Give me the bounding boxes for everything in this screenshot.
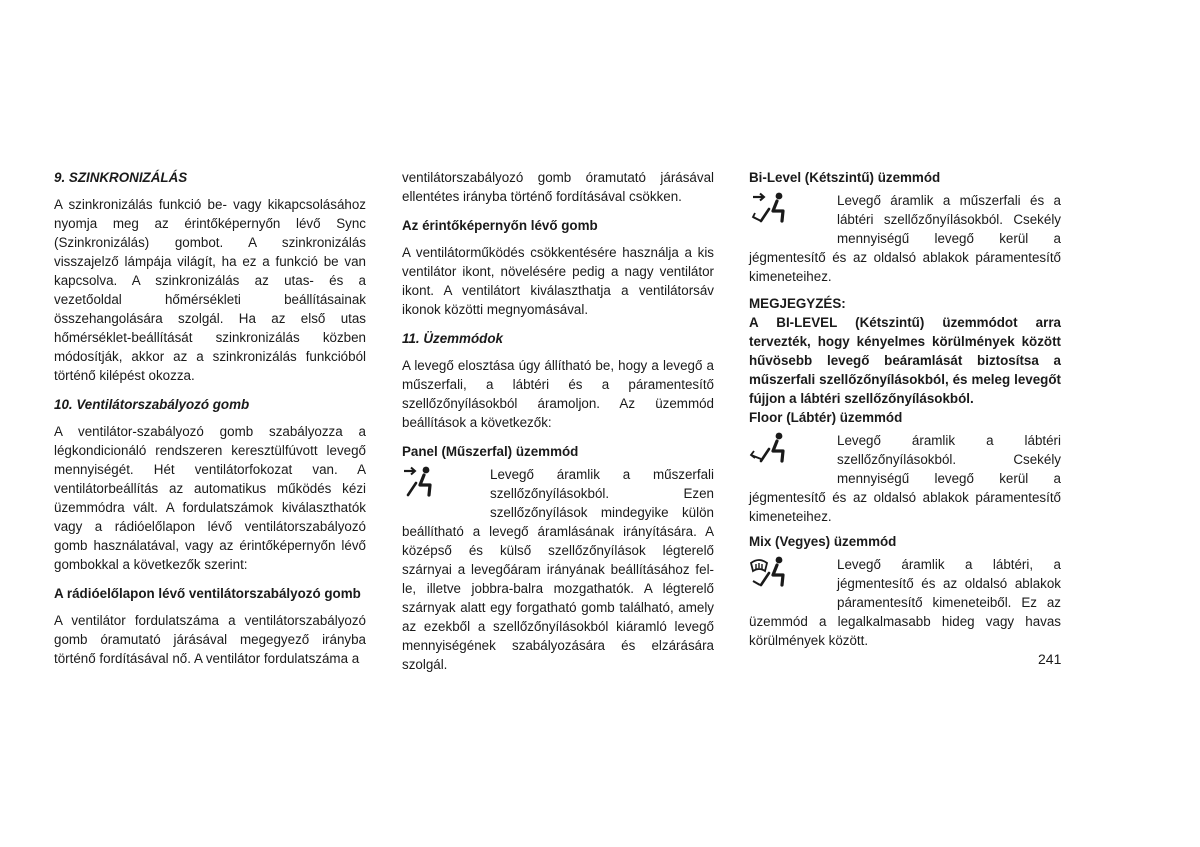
column-middle <box>402 168 714 674</box>
bilevel-mode-text: Levegő áramlik a műszerfali és a lábtéri szellőzőnyílásokból. Csekély mennyiségű levegő kerül a jégmentesítő és az oldalsó ablakok páramentesítő kimeneteihez. <box>749 193 1061 284</box>
heading-sync: 9. SZINKRONIZÁLÁS <box>54 170 188 185</box>
floor-mode-block <box>749 431 1061 526</box>
column-left <box>54 168 366 678</box>
mix-mode-block <box>749 555 1061 650</box>
panel-mode-icon <box>402 465 490 505</box>
heading-fan-knob: 10. Ventilátorszabályozó gomb <box>54 397 250 412</box>
bilevel-mode-block <box>749 191 1061 286</box>
paragraph-modes: A levegő elosztása úgy állítható be, hogy a levegő a műszerfali, a lábtéri és a páramentesítő szellőzőnyílásokból áramoljon. Az üzemmód beállítások a következők: <box>402 358 714 430</box>
heading-bilevel-mode: Bi-Level (Kétszintű) üzemmód <box>749 170 941 185</box>
heading-modes: 11. Üzemmódok <box>402 331 503 346</box>
bilevel-mode-icon <box>749 191 837 231</box>
paragraph-sync: A szinkronizálás funkció be- vagy kikapcsolásához nyomja meg az érintőképernyőn lévő Sync (Szinkronizálás) gombot. A szinkronizálás visszajelző lámpája világít, ha ez a funkció be van kapcsolva. A szinkronizálás az utas- és a vezetőoldal hőmérsékleti beállításainak összehangolására szolgál. Ha az első utas hőmérséklet-beállítását szinkronizálás közben módosítják, akkor az a szinkronizálás funkcióból történő kilépést okozza. <box>54 197 366 383</box>
heading-panel-mode: Panel (Műszerfal) üzemmód <box>402 444 579 459</box>
heading-floor-mode: Floor (Lábtér) üzemmód <box>749 410 903 425</box>
note-body: A BI-LEVEL (Kétszintű) üzemmódot arra tervezték, hogy kényelmes körülmények között hűvösebb levegő beáramlását biztosítsa a műszerfali szellőzőnyílásokból, és meleg levegőt fújjon a lábtéri szellőzőnyílásokból. <box>749 315 1061 406</box>
paragraph-radio-fan-knob: A ventilátor fordulatszáma a ventilátorszabályozó gomb óramutató járásával megegyező irányba történő fordításával nő. A ventilátor fordulatszáma a <box>54 613 366 666</box>
page-number: 241 <box>1038 651 1062 667</box>
note-title: MEGJEGYZÉS: <box>749 296 846 311</box>
paragraph-fan-knob: A ventilátor-szabályozó gomb szabályozza a légkondicionáló rendszeren keresztülfúvott levegő mennyiségét. Hét ventilátorfokozat van. A ventilátorbeállítás az automatikus működés kézi üzemmódra vált. A fordulatszámok kiválaszthatók vagy a rádióelőlapon lévő ventilátorszabályozó gomb használatával, vagy az érintőképernyőn lévő gombokkal a következők szerint: <box>54 424 366 572</box>
mix-mode-text: Levegő áramlik a lábtéri, a jégmentesítő és az oldalsó ablakok páramentesítő kimeneteiből. Ez az üzemmód a legalkalmasabb hideg vagy havas körülmények között. <box>749 557 1061 648</box>
mix-mode-icon <box>749 555 837 595</box>
panel-mode-block <box>402 465 714 674</box>
column-right <box>749 168 1061 650</box>
heading-radio-fan-knob: A rádióelőlapon lévő ventilátorszabályozó gomb <box>54 586 361 601</box>
floor-mode-text: Levegő áramlik a lábtéri szellőzőnyílásokból. Csekély mennyiségű levegő kerül a jégmentesítő és az oldalsó ablakok páramentesítő kimeneteihez. <box>749 433 1061 524</box>
paragraph-touchscreen-button: A ventilátorműködés csökkentésére használja a kis ventilátor ikont, növelésére pedig a nagy ventilátor ikont. A ventilátort kiválaszthatja a ventilátorsáv ikonok közötti megnyomásával. <box>402 245 714 317</box>
heading-touchscreen-button: Az érintőképernyőn lévő gomb <box>402 218 598 233</box>
paragraph-fan-continued: ventilátorszabályozó gomb óramutató járásával ellentétes irányba történő fordításával csökken. <box>402 170 714 204</box>
panel-mode-text: Levegő áramlik a műszerfali szellőzőnyílásokból. Ezen szellőzőnyílások mindegyike külön beállítható a levegő áramlásának irányítására. A középső és külső szellőzőnyílások légterelő szárnyai a levegőáram irányának beállításához fel-le, illetve jobbra-balra mozgathatók. A légterelő szárnyak alatt egy forgatható gomb található, amely az ezekből a szellőzőnyílásokból kiáramló levegő mennyiségének szabályozására és elzárására szolgál. <box>402 467 714 672</box>
heading-mix-mode: Mix (Vegyes) üzemmód <box>749 534 897 549</box>
floor-mode-icon <box>749 431 837 471</box>
